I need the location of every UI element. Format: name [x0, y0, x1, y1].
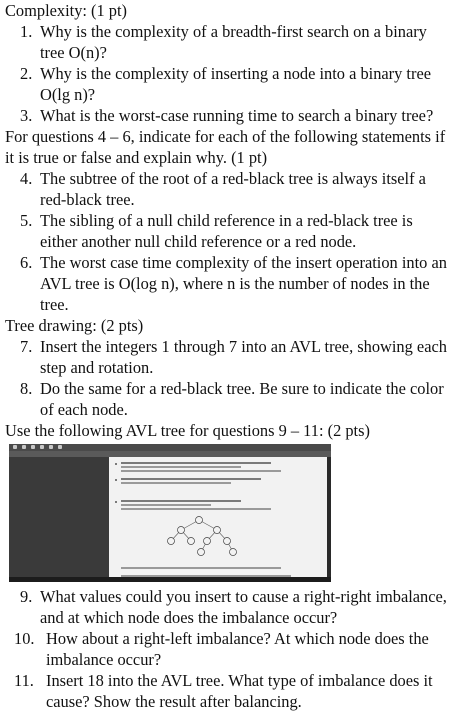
question-text: Do the same for a red-black tree. Be sure to indicate the color of each node. — [40, 379, 444, 419]
tree-drawing-heading: Tree drawing: (2 pts) — [5, 316, 144, 335]
toolbar-icon — [31, 445, 35, 449]
question-7 — [5, 336, 453, 378]
taskbar — [9, 577, 331, 582]
scrollbar — [327, 457, 331, 582]
question-text: What values could you insert to cause a right-right imbalance, and at which node does the imbalance occur? — [40, 587, 447, 627]
question-number: 11. — [14, 671, 34, 690]
true-false-intro: For questions 4 – 6, indicate for each of the following statements if it is true or false and explain why. (1 pt) — [5, 127, 446, 167]
question-10 — [5, 628, 453, 670]
question-text: What is the worst-case running time to search a binary tree? — [40, 106, 434, 125]
question-number: 6. — [20, 253, 33, 272]
question-1 — [5, 21, 453, 63]
tree-node — [168, 538, 175, 545]
tree-node — [188, 538, 195, 545]
question-number: 4. — [20, 169, 33, 188]
question-number: 2. — [20, 64, 33, 83]
question-5 — [5, 210, 453, 252]
question-text: Insert 18 into the AVL tree. What type of imbalance does it cause? Show the result after balancing. — [46, 671, 433, 711]
tree-node — [224, 538, 231, 545]
question-number: 10. — [14, 629, 35, 648]
question-number: 7. — [20, 337, 33, 356]
tree-node — [198, 549, 205, 556]
question-text: The worst case time complexity of the insert operation into an AVL tree is O(log n), where n is the number of nodes in the tree. — [40, 253, 447, 314]
toolbar-icon — [22, 445, 26, 449]
embedded-avl-tree-screenshot — [9, 444, 331, 582]
question-text: The sibling of a null child reference in a red-black tree is either another null child reference or a red node. — [40, 211, 413, 251]
question-text: The subtree of the root of a red-black tree is always itself a red-black tree. — [40, 169, 426, 209]
question-6 — [5, 252, 453, 315]
question-9 — [5, 586, 453, 628]
question-number: 3. — [20, 106, 33, 125]
avl-section-intro: Use the following AVL tree for questions 9 – 11: (2 pts) — [5, 421, 370, 440]
avl-questions — [5, 586, 453, 712]
tree-node — [214, 527, 221, 534]
question-number: 5. — [20, 211, 33, 230]
tree-node — [196, 517, 203, 524]
question-11 — [5, 670, 453, 712]
question-text: Insert the integers 1 through 7 into an AVL tree, showing each step and rotation. — [40, 337, 447, 377]
question-8 — [5, 378, 453, 420]
complexity-heading: Complexity: (1 pt) — [5, 1, 128, 20]
question-number: 9. — [20, 587, 33, 606]
tree-drawing-questions — [5, 336, 453, 420]
question-number: 1. — [20, 22, 33, 41]
true-false-questions — [5, 168, 453, 315]
question-number: 8. — [20, 379, 33, 398]
question-2 — [5, 63, 453, 105]
tree-node — [230, 549, 237, 556]
avl-tree-diagram — [159, 514, 239, 559]
toolbar-icon — [49, 445, 53, 449]
tree-node — [178, 527, 185, 534]
toolbar-icon — [13, 445, 17, 449]
toolbar-icon — [40, 445, 44, 449]
question-text: Why is the complexity of a breadth-first search on a binary tree O(n)? — [40, 22, 427, 62]
question-3 — [5, 105, 453, 126]
toolbar-icon — [58, 445, 62, 449]
tree-node — [204, 538, 211, 545]
question-text: Why is the complexity of inserting a node into a binary tree O(lg n)? — [40, 64, 431, 104]
browser-toolbar — [9, 444, 331, 451]
question-text: How about a right-left imbalance? At which node does the imbalance occur? — [46, 629, 429, 669]
complexity-questions — [5, 21, 453, 126]
question-4 — [5, 168, 453, 210]
